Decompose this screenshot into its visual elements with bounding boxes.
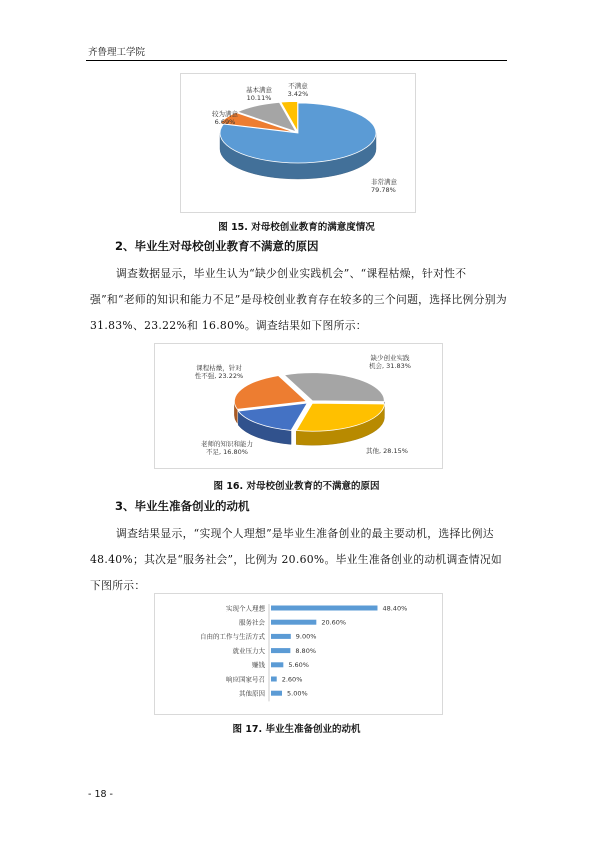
figure-17-bar-chart	[155, 594, 442, 714]
fig17-bar	[271, 662, 283, 667]
fig17-category-label: 就业压力大	[232, 646, 265, 655]
section-2-heading: 2、毕业生对母校创业教育不满意的原因	[115, 239, 319, 253]
fig17-category-label: 其他原因	[239, 689, 265, 698]
fig17-bar	[271, 691, 282, 696]
fig17-value-label: 48.40%	[382, 604, 408, 613]
figure-17-caption: 图 17. 毕业生准备创业的动机	[232, 724, 361, 735]
fig15-label-2: 较为满意 6.69%	[212, 110, 238, 126]
figure-16-frame	[154, 343, 443, 469]
fig17-category-label: 实现个人理想	[226, 604, 265, 613]
fig17-category-label: 服务社会	[239, 618, 265, 627]
header-rule	[86, 60, 507, 61]
fig17-bar	[271, 620, 316, 625]
fig17-value-label: 5.00%	[287, 689, 308, 698]
fig17-bar	[271, 677, 277, 682]
figure-15-caption: 图 15. 对母校创业教育的满意度情况	[218, 222, 375, 233]
fig17-value-label: 20.60%	[321, 618, 347, 627]
figure-15-frame	[180, 73, 416, 213]
fig17-value-label: 8.80%	[295, 646, 317, 655]
figure-16-pie-chart	[155, 344, 442, 468]
fig17-bar	[271, 634, 291, 639]
fig17-category-label: 自由的工作与生活方式	[200, 632, 265, 641]
fig15-label-4: 不满意 3.42%	[287, 82, 309, 98]
fig17-value-label: 2.60%	[281, 675, 303, 684]
section-3-paragraph: 调查结果显示，“实现个人理想”是毕业生准备创业的最主要动机，选择比例达 48.40%；其次是“服务社会”，比例为 20.60%。毕业生准备创业的动机调查情况如下图所示：	[90, 527, 503, 592]
fig16-label-3: 老师的知识和能力不足, 16.80%	[201, 440, 253, 456]
section-2-paragraph: 调查数据显示，毕业生认为“缺少创业实践机会”、“课程枯燥，针对性不强”和“老师的知识和能力不足”是母校创业教育存在较多的三个问题，选择比例分别为 31.83%、23.22%和 16.80%。调查结果如下图所示：	[90, 267, 507, 332]
fig16-slices	[234, 373, 384, 432]
section-3-heading: 3、毕业生准备创业的动机	[115, 499, 250, 513]
fig15-label-3: 基本满意 10.11%	[246, 86, 272, 102]
fig17-value-label: 9.00%	[295, 632, 317, 641]
page-header-school: 齐鲁理工学院	[88, 47, 146, 58]
page-number: - 18 -	[88, 789, 113, 800]
fig16-label-1: 缺少创业实践机会, 31.83%	[369, 354, 411, 370]
fig17-category-label: 响应国家号召	[226, 675, 265, 684]
fig17-category-label: 赚钱	[252, 661, 265, 670]
figure-16-caption: 图 16. 对母校创业教育的不满意的原因	[213, 481, 380, 492]
figure-17-frame	[154, 593, 443, 715]
fig16-label-2: 其他, 28.15%	[366, 447, 408, 455]
fig17-bar	[271, 648, 290, 653]
fig16-label-4: 课程枯燥，针对性不强, 23.22%	[194, 364, 244, 380]
fig17-bar	[271, 606, 377, 611]
fig17-value-label: 5.60%	[288, 661, 309, 670]
fig15-slices	[220, 101, 376, 163]
figure-15-pie-chart	[181, 74, 415, 212]
fig15-label-1: 非常满意 79.78%	[371, 178, 397, 194]
